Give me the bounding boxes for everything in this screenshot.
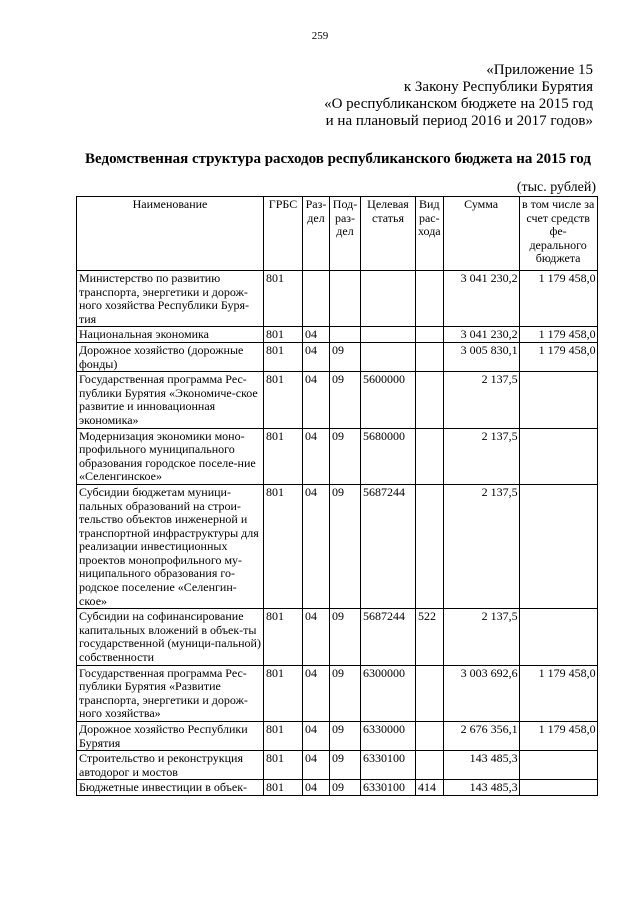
row-podrazdel: 09 (330, 428, 361, 484)
row-podrazdel: 09 (330, 722, 361, 751)
row-sum: 2 676 356,1 (443, 722, 519, 751)
row-grbs: 801 (264, 722, 303, 751)
row-podrazdel (330, 327, 361, 343)
row-name: Дорожное хозяйство Республики Бурятия (77, 722, 264, 751)
budget-table (76, 196, 598, 796)
row-name: Дорожное хозяйство (дорожные фонды) (77, 342, 264, 371)
row-federal (519, 428, 597, 484)
appendix-header (324, 62, 593, 130)
row-vid: 414 (416, 780, 444, 796)
row-grbs: 801 (264, 271, 303, 327)
table-row (77, 665, 598, 721)
row-target: 5680000 (361, 428, 416, 484)
appendix-line-1: «Приложение 15 (486, 62, 593, 78)
appendix-line-3: «О республиканском бюджете на 2015 год (324, 96, 593, 112)
header-vid: Вид рас-хода (416, 197, 444, 271)
table-header-row (77, 197, 598, 271)
row-federal (519, 751, 597, 780)
row-federal (519, 484, 597, 608)
row-vid (416, 722, 444, 751)
row-razdel: 04 (303, 780, 330, 796)
row-vid (416, 372, 444, 428)
row-grbs: 801 (264, 342, 303, 371)
row-podrazdel: 09 (330, 372, 361, 428)
row-sum: 3 041 230,2 (443, 327, 519, 343)
row-sum: 2 137,5 (443, 372, 519, 428)
row-target: 6330000 (361, 722, 416, 751)
header-sum: Сумма (443, 197, 519, 271)
row-grbs: 801 (264, 484, 303, 608)
row-sum: 2 137,5 (443, 428, 519, 484)
table-row (77, 484, 598, 608)
row-grbs: 801 (264, 780, 303, 796)
table-row (77, 372, 598, 428)
table-row (77, 342, 598, 371)
row-razdel: 04 (303, 722, 330, 751)
row-vid (416, 271, 444, 327)
row-name: Субсидии на софинансирование капитальных вложений в объек-ты государственной (муници-пальной) собственности (77, 609, 264, 665)
document-title: Ведомственная структура расходов республиканского бюджета на 2015 год (85, 151, 591, 167)
row-razdel: 04 (303, 751, 330, 780)
row-name: Строительство и реконструкция автодорог и мостов (77, 751, 264, 780)
row-vid (416, 751, 444, 780)
row-grbs: 801 (264, 609, 303, 665)
row-federal: 1 179 458,0 (519, 271, 597, 327)
table-row (77, 428, 598, 484)
row-target: 5687244 (361, 484, 416, 608)
row-federal: 1 179 458,0 (519, 722, 597, 751)
row-name: Модернизация экономики моно-профильного муниципального образования городское поселе-ние «Селенгинское» (77, 428, 264, 484)
row-sum: 2 137,5 (443, 484, 519, 608)
row-razdel: 04 (303, 372, 330, 428)
row-podrazdel (330, 271, 361, 327)
row-target: 6330100 (361, 780, 416, 796)
row-sum: 3 003 692,6 (443, 665, 519, 721)
row-vid (416, 484, 444, 608)
row-podrazdel: 09 (330, 665, 361, 721)
row-podrazdel: 09 (330, 780, 361, 796)
header-name: Наименование (77, 197, 264, 271)
row-razdel: 04 (303, 327, 330, 343)
row-grbs: 801 (264, 751, 303, 780)
row-name: Государственная программа Рес-публики Бурятия «Экономиче-ское развитие и инновационная экономика» (77, 372, 264, 428)
row-name: Государственная программа Рес-публики Бурятия «Развитие транспорта, энергетики и дорож-ного хозяйства» (77, 665, 264, 721)
header-grbs: ГРБС (264, 197, 303, 271)
row-sum: 2 137,5 (443, 609, 519, 665)
row-vid (416, 428, 444, 484)
row-target: 5600000 (361, 372, 416, 428)
row-razdel (303, 271, 330, 327)
table-row (77, 722, 598, 751)
row-target: 5687244 (361, 609, 416, 665)
row-vid (416, 342, 444, 371)
row-podrazdel: 09 (330, 342, 361, 371)
row-grbs: 801 (264, 327, 303, 343)
row-federal: 1 179 458,0 (519, 327, 597, 343)
row-target: 6300000 (361, 665, 416, 721)
row-razdel: 04 (303, 428, 330, 484)
row-grbs: 801 (264, 372, 303, 428)
row-sum: 3 005 830,1 (443, 342, 519, 371)
row-federal: 1 179 458,0 (519, 665, 597, 721)
row-target (361, 342, 416, 371)
row-razdel: 04 (303, 665, 330, 721)
appendix-line-4: и на плановый период 2016 и 2017 годов» (325, 113, 593, 129)
row-name: Национальная экономика (77, 327, 264, 343)
table-row (77, 271, 598, 327)
row-sum: 3 041 230,2 (443, 271, 519, 327)
units-label: (тыс. рублей) (516, 180, 596, 195)
row-sum: 143 485,3 (443, 780, 519, 796)
row-name: Бюджетные инвестиции в объек- (77, 780, 264, 796)
row-vid: 522 (416, 609, 444, 665)
row-grbs: 801 (264, 428, 303, 484)
table-row (77, 780, 598, 796)
table-row (77, 327, 598, 343)
row-name: Субсидии бюджетам муници-пальных образований на строи-тельство объектов инженерной и транспортной инфраструктуры для реализации инвестиционных проектов монопрофильного му-ниципального образования го-родское поселение «Селенгин-ское» (77, 484, 264, 608)
row-grbs: 801 (264, 665, 303, 721)
row-podrazdel: 09 (330, 484, 361, 608)
row-federal (519, 780, 597, 796)
row-target (361, 327, 416, 343)
header-podrazdel: Под-раз-дел (330, 197, 361, 271)
row-target (361, 271, 416, 327)
row-vid (416, 665, 444, 721)
row-razdel: 04 (303, 609, 330, 665)
page-number: 259 (311, 30, 329, 42)
table-row (77, 609, 598, 665)
header-razdel: Раз-дел (303, 197, 330, 271)
header-federal: в том числе за счет средств фе-дерального бюджета (519, 197, 597, 271)
row-vid (416, 327, 444, 343)
header-target: Целевая статья (361, 197, 416, 271)
table-row (77, 751, 598, 780)
row-federal (519, 372, 597, 428)
row-podrazdel: 09 (330, 751, 361, 780)
row-razdel: 04 (303, 484, 330, 608)
row-sum: 143 485,3 (443, 751, 519, 780)
row-name: Министерство по развитию транспорта, энергетики и дорож-ного хозяйства Республики Буря-тия (77, 271, 264, 327)
row-federal (519, 609, 597, 665)
row-razdel: 04 (303, 342, 330, 371)
appendix-line-2: к Закону Республики Бурятия (403, 79, 593, 95)
row-podrazdel: 09 (330, 609, 361, 665)
row-federal: 1 179 458,0 (519, 342, 597, 371)
row-target: 6330100 (361, 751, 416, 780)
